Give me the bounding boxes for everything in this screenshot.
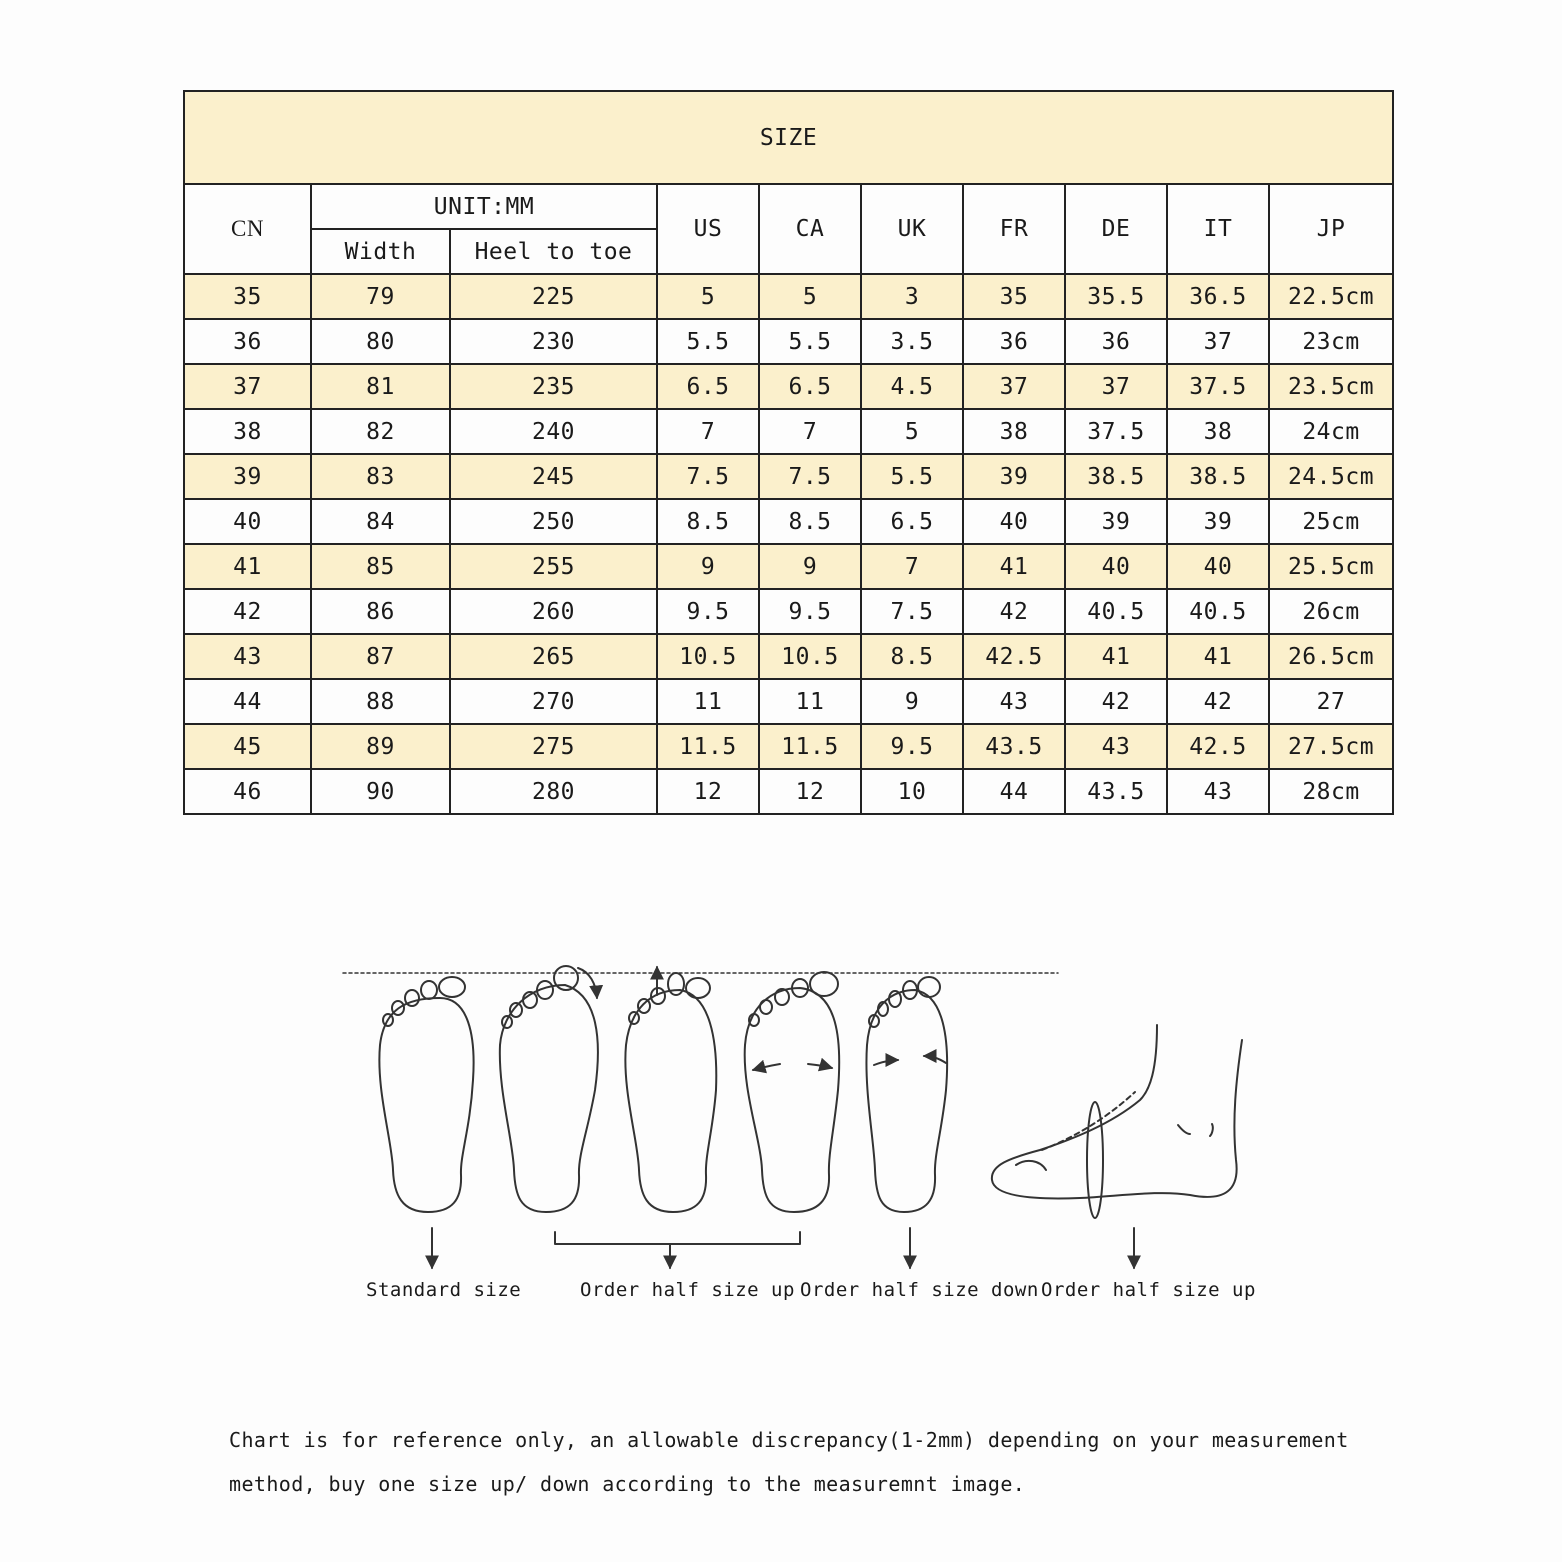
cell-us: 9.5 (657, 589, 759, 634)
col-header-de: DE (1065, 184, 1167, 274)
foot-long-toe-icon (500, 966, 598, 1212)
cell-cn: 36 (184, 319, 311, 364)
cell-us: 9 (657, 544, 759, 589)
cell-us: 6.5 (657, 364, 759, 409)
cell-de: 36 (1065, 319, 1167, 364)
cell-heel-to-toe: 265 (450, 634, 657, 679)
cell-uk: 4.5 (861, 364, 963, 409)
cell-it: 38.5 (1167, 454, 1269, 499)
cell-width: 79 (311, 274, 450, 319)
cell-uk: 9.5 (861, 724, 963, 769)
cell-us: 8.5 (657, 499, 759, 544)
cell-cn: 37 (184, 364, 311, 409)
cell-uk: 10 (861, 769, 963, 814)
table-row (184, 319, 1393, 364)
cell-width: 89 (311, 724, 450, 769)
cell-jp: 25.5cm (1269, 544, 1393, 589)
unit-header: UNIT:MM (311, 184, 657, 229)
cell-cn: 44 (184, 679, 311, 724)
cell-de: 39 (1065, 499, 1167, 544)
cell-us: 5 (657, 274, 759, 319)
foot-second-toe-icon (625, 967, 716, 1212)
cell-heel-to-toe: 250 (450, 499, 657, 544)
cell-ca: 11 (759, 679, 861, 724)
cell-heel-to-toe: 270 (450, 679, 657, 724)
cell-fr: 43 (963, 679, 1065, 724)
cell-jp: 26.5cm (1269, 634, 1393, 679)
cell-uk: 9 (861, 679, 963, 724)
cell-it: 37 (1167, 319, 1269, 364)
cell-heel-to-toe: 230 (450, 319, 657, 364)
width-header: Width (311, 229, 450, 274)
cell-uk: 3 (861, 274, 963, 319)
cell-fr: 44 (963, 769, 1065, 814)
cell-uk: 3.5 (861, 319, 963, 364)
cell-fr: 40 (963, 499, 1065, 544)
cell-jp: 23.5cm (1269, 364, 1393, 409)
cell-us: 12 (657, 769, 759, 814)
table-row (184, 274, 1393, 319)
cell-fr: 42.5 (963, 634, 1065, 679)
cell-jp: 24cm (1269, 409, 1393, 454)
cell-de: 40.5 (1065, 589, 1167, 634)
table-row (184, 454, 1393, 499)
cell-it: 40.5 (1167, 589, 1269, 634)
cell-cn: 46 (184, 769, 311, 814)
cell-fr: 36 (963, 319, 1065, 364)
size-title: SIZE (184, 91, 1393, 184)
cell-ca: 7 (759, 409, 861, 454)
table-row (184, 634, 1393, 679)
cell-it: 37.5 (1167, 364, 1269, 409)
cell-uk: 6.5 (861, 499, 963, 544)
disclaimer-line-2: method, buy one size up/ down according to the measuremnt image. (229, 1472, 1026, 1496)
cell-ca: 8.5 (759, 499, 861, 544)
table-row (184, 364, 1393, 409)
cell-cn: 40 (184, 499, 311, 544)
cell-heel-to-toe: 225 (450, 274, 657, 319)
cell-heel-to-toe: 240 (450, 409, 657, 454)
cell-heel-to-toe: 275 (450, 724, 657, 769)
cell-us: 7.5 (657, 454, 759, 499)
cell-jp: 26cm (1269, 589, 1393, 634)
col-header-uk: UK (861, 184, 963, 274)
cell-it: 43 (1167, 769, 1269, 814)
cell-ca: 10.5 (759, 634, 861, 679)
cell-width: 87 (311, 634, 450, 679)
cell-it: 40 (1167, 544, 1269, 589)
cell-width: 83 (311, 454, 450, 499)
cell-heel-to-toe: 280 (450, 769, 657, 814)
table-row (184, 679, 1393, 724)
cell-fr: 41 (963, 544, 1065, 589)
cell-heel-to-toe: 235 (450, 364, 657, 409)
cell-fr: 39 (963, 454, 1065, 499)
table-row (184, 769, 1393, 814)
cell-ca: 11.5 (759, 724, 861, 769)
cell-cn: 41 (184, 544, 311, 589)
heel-to-toe-header: Heel to toe (450, 229, 657, 274)
cell-jp: 23cm (1269, 319, 1393, 364)
cell-ca: 5 (759, 274, 861, 319)
cell-it: 41 (1167, 634, 1269, 679)
table-row (184, 724, 1393, 769)
cell-jp: 22.5cm (1269, 274, 1393, 319)
table-row (184, 409, 1393, 454)
cell-uk: 8.5 (861, 634, 963, 679)
cell-cn: 35 (184, 274, 311, 319)
caption-arrows (432, 1228, 1134, 1268)
cell-de: 43.5 (1065, 769, 1167, 814)
cell-us: 5.5 (657, 319, 759, 364)
col-header-fr: FR (963, 184, 1065, 274)
cell-jp: 24.5cm (1269, 454, 1393, 499)
col-header-jp: JP (1269, 184, 1393, 274)
foot-narrow-icon (866, 977, 947, 1212)
cell-ca: 9 (759, 544, 861, 589)
cell-fr: 37 (963, 364, 1065, 409)
cell-width: 86 (311, 589, 450, 634)
cell-fr: 35 (963, 274, 1065, 319)
caption-half-size-down: Order half size down (800, 1279, 1039, 1301)
cell-width: 84 (311, 499, 450, 544)
cell-us: 11.5 (657, 724, 759, 769)
table-row (184, 544, 1393, 589)
col-header-it: IT (1167, 184, 1269, 274)
cell-de: 37 (1065, 364, 1167, 409)
cell-width: 81 (311, 364, 450, 409)
cell-cn: 38 (184, 409, 311, 454)
foot-measurement-illustration (330, 955, 1260, 1315)
cn-header: CN (184, 184, 311, 274)
cell-width: 88 (311, 679, 450, 724)
cell-fr: 38 (963, 409, 1065, 454)
cell-width: 90 (311, 769, 450, 814)
cell-uk: 7.5 (861, 589, 963, 634)
foot-wide-icon (745, 972, 840, 1212)
cell-uk: 5 (861, 409, 963, 454)
caption-half-size-up-instep: Order half size up (1041, 1279, 1256, 1301)
cell-de: 40 (1065, 544, 1167, 589)
cell-de: 37.5 (1065, 409, 1167, 454)
cell-cn: 42 (184, 589, 311, 634)
cell-jp: 28cm (1269, 769, 1393, 814)
cell-heel-to-toe: 260 (450, 589, 657, 634)
caption-standard-size: Standard size (366, 1279, 522, 1301)
cell-cn: 45 (184, 724, 311, 769)
cell-us: 10.5 (657, 634, 759, 679)
cell-cn: 39 (184, 454, 311, 499)
cell-ca: 7.5 (759, 454, 861, 499)
cell-fr: 42 (963, 589, 1065, 634)
foot-high-instep-icon (992, 1025, 1242, 1218)
cell-de: 38.5 (1065, 454, 1167, 499)
cell-it: 36.5 (1167, 274, 1269, 319)
cell-cn: 43 (184, 634, 311, 679)
cell-us: 11 (657, 679, 759, 724)
cell-jp: 25cm (1269, 499, 1393, 544)
cell-ca: 12 (759, 769, 861, 814)
caption-half-size-up: Order half size up (580, 1279, 795, 1301)
cell-jp: 27.5cm (1269, 724, 1393, 769)
cell-ca: 9.5 (759, 589, 861, 634)
cell-uk: 5.5 (861, 454, 963, 499)
cell-width: 80 (311, 319, 450, 364)
table-row (184, 499, 1393, 544)
table-row (184, 589, 1393, 634)
col-header-ca: CA (759, 184, 861, 274)
cell-width: 82 (311, 409, 450, 454)
cell-ca: 6.5 (759, 364, 861, 409)
size-chart-table (183, 90, 1394, 815)
disclaimer-line-1: Chart is for reference only, an allowable discrepancy(1-2mm) depending on your measurement (229, 1428, 1349, 1452)
cell-de: 41 (1065, 634, 1167, 679)
cell-width: 85 (311, 544, 450, 589)
cell-jp: 27 (1269, 679, 1393, 724)
cell-us: 7 (657, 409, 759, 454)
cell-uk: 7 (861, 544, 963, 589)
col-header-us: US (657, 184, 759, 274)
cell-de: 35.5 (1065, 274, 1167, 319)
cell-it: 42 (1167, 679, 1269, 724)
cell-it: 39 (1167, 499, 1269, 544)
cell-ca: 5.5 (759, 319, 861, 364)
cell-heel-to-toe: 255 (450, 544, 657, 589)
cell-de: 43 (1065, 724, 1167, 769)
cell-it: 42.5 (1167, 724, 1269, 769)
cell-de: 42 (1065, 679, 1167, 724)
cell-heel-to-toe: 245 (450, 454, 657, 499)
foot-standard-icon (379, 977, 473, 1212)
cell-it: 38 (1167, 409, 1269, 454)
cell-fr: 43.5 (963, 724, 1065, 769)
